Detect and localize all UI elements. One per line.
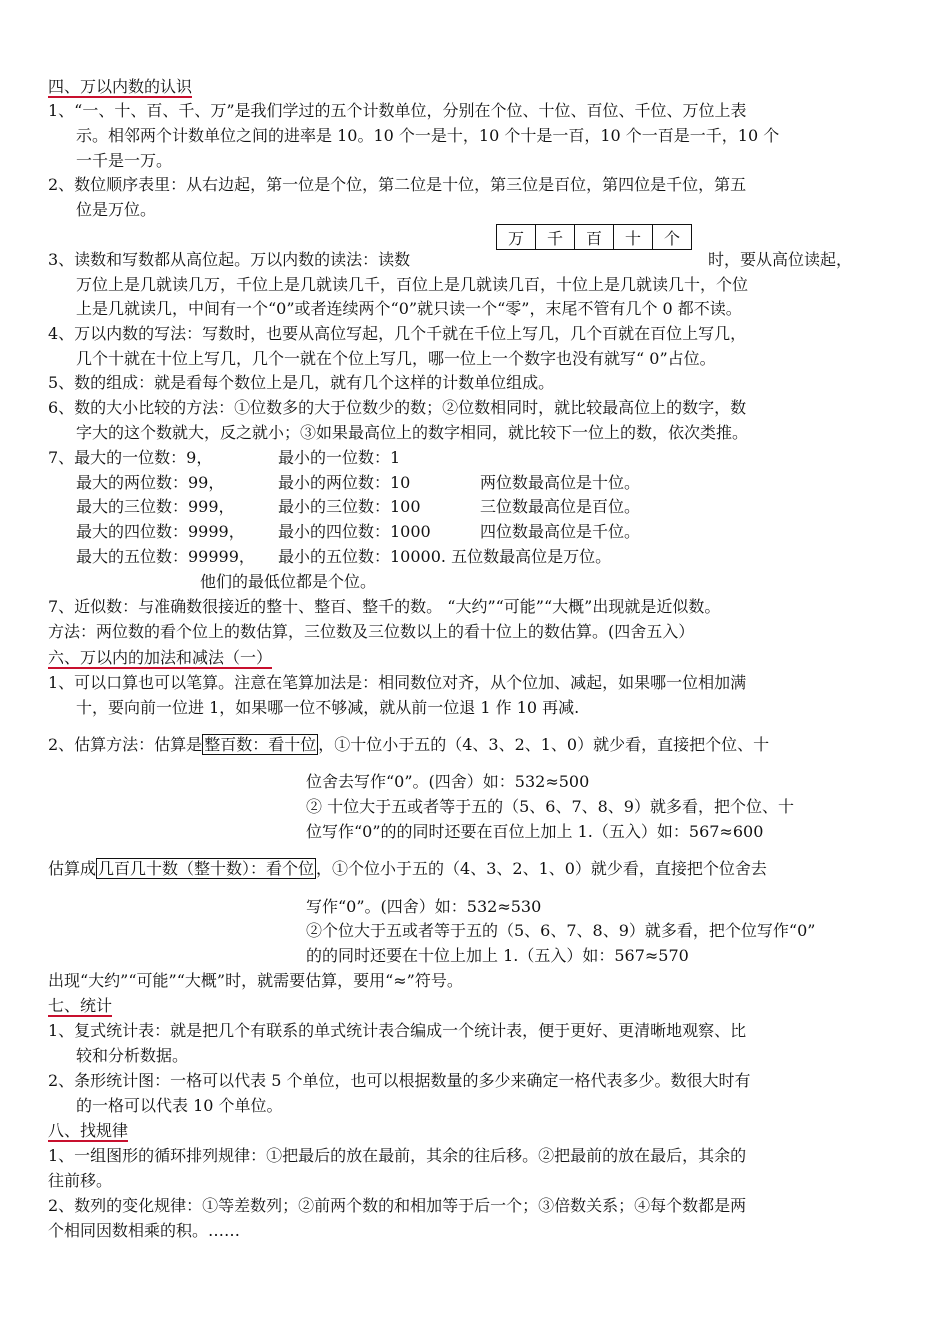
s4-p1-line3: 一千是一万。 [76,151,173,170]
s7-p1-line1: 1、复式统计表：就是把几个有联系的单式统计表合编成一个统计表，便于更好、更清晰地观察、比 [48,1021,747,1040]
s4-p8-line2: 方法：两位数的看个位上的数估算，三位数及三位数以上的看十位上的数估算。(四舍五入） [48,622,695,641]
s7-p1-line2: 较和分析数据。 [76,1046,189,1065]
place-value-table [496,224,692,250]
p7-row2-min: 最小的三位数：100 [278,497,421,516]
s4-p6-line2: 字大的这个数就大，反之就小；③如果最高位上的数字相同，就比较下一位上的数，依次类推。 [76,423,749,442]
p7-row2-note: 三位数最高位是百位。 [480,497,641,516]
p7-row1-min: 最小的两位数：10 [278,473,411,492]
place-qian: 千 [536,225,575,250]
p7-row1-note: 两位数最高位是十位。 [480,473,641,492]
p7-row2-max: 最大的三位数：999， [76,497,235,516]
section-6-heading [48,647,272,669]
s4-p3-line2: 万位上是几就读几万，千位上是几就读几千，百位上是几就读几百，十位上是几就读几十，个位 [76,275,749,294]
s6-p1-line1: 1、可以口算也可以笔算。注意在笔算加法是：相同数位对齐，从个位加、减起，如果哪一位相加满 [48,673,747,692]
s6-p1-line2: 十，要向前一位进 1，如果哪一位不够减，就从前一位退 1 作 10 再减. [76,698,580,717]
place-ge: 个 [653,225,692,250]
section-4-heading [48,76,192,98]
s6-e2-after: ，①个位小于五的（4、3、2、1、0）就少看，直接把个位舍去 [316,859,767,878]
s4-p2-line1: 2、数位顺序表里：从右边起，第一位是个位，第二位是十位，第三位是百位，第四位是千位，第五 [48,175,747,194]
s4-p4-line2: 几个十就在十位上写几，几个一就在个位上写几，哪一位上一个数字也没有就写“ 0”占位。 [76,349,716,368]
s6-e1-line3: ② 十位大于五或者等于五的（5、6、7、8、9）就多看，把个位、十 [306,797,794,816]
s8-p1-line2: 往前移。 [48,1171,113,1190]
s7-p2-line2: 的一格可以代表 10 个单位。 [76,1096,283,1115]
s8-p1-line1: 1、一组图形的循环排列规律：①把最后的放在最前，其余的往后移。②把最前的放在最后，其余的 [48,1146,747,1165]
section-8-title: 八、找规律 [48,1121,129,1140]
s7-p2-line1: 2、条形统计图：一格可以代表 5 个单位，也可以根据数量的多少来确定一格代表多少。数很大时有 [48,1071,751,1090]
place-bai: 百 [575,225,614,250]
s6-e1-before: 2、估算方法：估算是 [48,735,203,754]
s6-e2-boxed: 几百几十数（整十数）：看个位 [98,859,315,878]
s6-e2-before: 估算成 [48,859,97,878]
s4-p8-line1: 7、近似数：与准确数很接近的整十、整百、整千的数。 “大约”“可能”“大概”出现就是近似数。 [48,597,721,616]
s6-e1-line1 [48,734,769,756]
section-4-title: 四、万以内数的认识 [48,77,193,96]
s6-e2-line1 [48,858,767,880]
p7-row1-max: 最大的两位数：99， [76,473,225,492]
p7-row3-note: 四位数最高位是千位。 [480,522,641,541]
s6-e1-line2: 位舍去写作“0”。(四舍）如：532≈500 [306,772,590,791]
s4-p4-line1: 4、万以内数的写法：写数时，也要从高位写起，几个千就在千位上写几，几个百就在百位上写几， [48,324,747,343]
p7-row4-min: 最小的五位数：10000. 五位数最高位是万位。 [278,547,612,566]
s6-e2-line2: 写作“0”。(四舍）如：532≈530 [306,897,542,916]
p7-lowest-note: 他们的最低位都是个位。 [200,572,377,591]
place-wan: 万 [497,225,536,250]
s4-p3-line1-before: 3、读数和写数都从高位起。万以内数的读法：读数 [48,250,411,269]
s6-e1-after: ，①十位小于五的（4、3、2、1、0）就少看，直接把个位、十 [318,735,770,754]
s4-p1-line2: 示。相邻两个计数单位之间的进率是 10。10 个一是十，10 个十是一百，10 个一百是一千，10 个 [76,126,780,145]
s6-e1-boxed: 整百数：看十位 [204,735,317,754]
p7-row0-max: 7、最大的一位数：9， [48,448,213,467]
s6-e2-line4: 的的同时还要在十位上加上 1.（五入）如：567≈570 [306,946,689,965]
s6-e1-line4: 位写作“0”的的同时还要在百位上加上 1.（五入）如：567≈600 [306,822,764,841]
s4-p5: 5、数的组成：就是看每个数位上是几，就有几个这样的计数单位组成。 [48,373,555,392]
p7-row0-min: 最小的一位数：1 [278,448,401,467]
p7-row4-max: 最大的五位数：99999， [76,547,255,566]
p7-row3-max: 最大的四位数：9999， [76,522,245,541]
section-6-title: 六、万以内的加法和减法（一） [48,648,273,667]
s8-p2-line1: 2、数列的变化规律：①等差数列；②前两个数的和相加等于后一个；③倍数关系；④每个数都是两 [48,1196,747,1215]
s4-p6-line1: 6、数的大小比较的方法：①位数多的大于位数少的数；②位数相同时，就比较最高位上的数字，数 [48,398,747,417]
s6-note: 出现“大约”“可能”“大概”时，就需要估算，要用“≈”符号。 [48,971,463,990]
section-8-heading [48,1120,128,1142]
section-7-heading [48,995,112,1017]
s4-p2-line2: 位是万位。 [76,200,157,219]
place-shi: 十 [614,225,653,250]
p7-row3-min: 最小的四位数：1000 [278,522,431,541]
s4-p3-line3: 上是几就读几，中间有一个“0”或者连续两个“0”就只读一个“零”，末尾不管有几个 0 都不读。 [76,299,742,318]
s4-p3-line1-after: 时，要从高位读起， [708,250,853,269]
s6-e2-line3: ②个位大于五或者等于五的（5、6、7、8、9）就多看，把个位写作“0” [306,921,816,940]
s4-p1-line1: 1、“一、十、百、千、万”是我们学过的五个计数单位，分别在个位、十位、百位、千位、万位上表 [48,101,747,120]
section-7-title: 七、统计 [48,996,113,1015]
s8-p2-line2: 个相同因数相乘的积。…… [48,1221,241,1240]
